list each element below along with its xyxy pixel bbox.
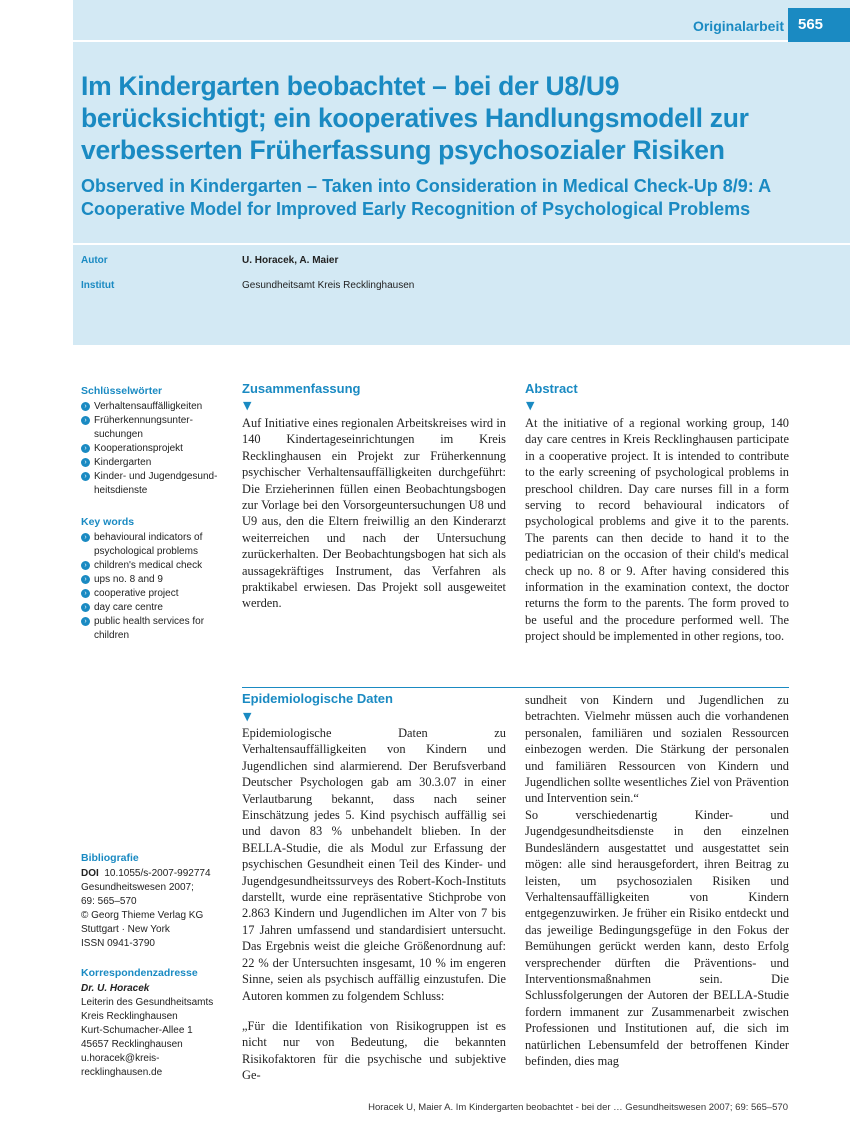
keywords-en-item: [81, 587, 231, 601]
keywords-en-item: [81, 531, 231, 559]
keywords-en-text: public health services for: [94, 616, 205, 627]
keywords-en-text: behavioural indicators of: [94, 532, 203, 543]
keywords-en-text: psychological problems: [94, 546, 198, 557]
arrow-down-icon: ▼: [243, 399, 252, 412]
keywords-en-list: [81, 531, 231, 643]
arrow-down-icon: ▼: [243, 710, 252, 723]
correspondence-line: Kurt-Schumacher-Allee 1: [81, 1025, 193, 1036]
bullet-icon: ›: [81, 603, 90, 612]
body-col1-text: Epidemiologische Daten zu Verhaltensauffälligkeiten von Kindern und Jugendlichen sind alarmierend. Der Berufsverband Deutscher Psychologen gab am 30.3.07 in einer Verlautbarung bekannt, dass nach seiner Einschätzung jedes 5. Kind psychisch auffällig sei und davon 83 % unbehandelt blieben. In der BELLA-Studie, die als Modul zur Erfassung der psychischen Gesundheit einen Teil des Kinder- und Jugendgesundheitssurveys des Robert-Koch-Instituts darstellt, wurde eine repräsentative Stichprobe von 2.863 Kindern und Jugendlichen im Alter von 7 bis 17 Jahren umfassend und standardisiert untersucht. Das Ergebnis weist die gleiche Größenordnung auf: 22 % der Untersuchten insgesamt, 10 % im engeren Sinne, seien als psychisch auffällig einzustufen. Die Autoren kommen zu folgendem Schluss:: [242, 726, 506, 1003]
title-german: Im Kindergarten beobachtet – bei der U8/U9 berücksichtigt; ein kooperatives Handlungsmodell zur verbesserten Früherfassung psychosozialer Risiken: [81, 71, 749, 165]
bullet-icon: ›: [81, 458, 90, 467]
journal-line: Gesundheitswesen 2007;: [81, 882, 194, 893]
correspondence-name: Dr. U. Horacek: [81, 983, 150, 994]
bullet-icon: ›: [81, 533, 90, 542]
abstract-en-text: At the initiative of a regional working group, 140 day care centres in Kreis Recklinghausen participate in a cooperative project. It is intended to contribute to the early screening of psychological problems in preschool children. Day care nurses fill in a form serving to record behavioural indicators of psychological problems and give it to the parents. The parents can then decide to hand it to the pediatrician on the occasion of their child's medical check up no. 8 or 9. After having considered this information in the examination context, the doctor returns the form to the parents. The form proved to be useful and the procedure performed well. The project should be implemented in other regions, too.: [525, 416, 789, 644]
keywords-en-block: [81, 515, 231, 643]
keywords-en-text: ups no. 8 and 9: [94, 574, 163, 585]
bullet-icon: ›: [81, 444, 90, 453]
keywords-de-list: [81, 400, 231, 498]
bullet-icon: ›: [81, 472, 90, 481]
page-footer: Horacek U, Maier A. Im Kindergarten beobachtet - bei der … Gesundheitswesen 2007; 69: 565–570: [368, 1102, 788, 1113]
keywords-de-text: Kindergarten: [94, 457, 152, 468]
body-col2-para2: So verschiedenartig Kinder- und Jugendgesundheitsdienste in den einzelnen Bundesländern ausgestattet und ausgestattet sein mögen: alle sind herausgefordert, ihren Beitrag zu leisten, um psychosozialen Risiken und Verhaltensauffälligkeiten von Kindern entgegenzuwirken. Je früher ein Risiko entdeckt und das jeweilige Bedingungsgefüge in den Fokus der Bemühungen gerückt werden kann, desto Erfolg versprechender dürften die Präventions- und Interventionsmaßnahmen sein. Die Schlussfolgerungen der Autoren der BELLA-Studie fordern immanent zur Zusammenarbeit zwischen Professionen und Institutionen auf, die sich im natürlichen Lebensumfeld der betroffenen Kinder befinden, dies mag: [525, 808, 789, 1069]
section-tag: Originalarbeit: [692, 18, 784, 34]
keywords-en-item: [81, 559, 231, 573]
correspondence-line: Kreis Recklinghausen: [81, 1011, 178, 1022]
doi-label: DOI: [81, 868, 99, 879]
keywords-de-text: suchungen: [94, 429, 143, 440]
keywords-en-text: day care centre: [94, 602, 163, 613]
keywords-de-text: heitsdienste: [94, 485, 148, 496]
abstract-de-text: Auf Initiative eines regionalen Arbeitskreises wird in 140 Kindertageseinrichtungen im Kreis Recklinghausen ein Projekt zur Früherkennung psychischer Verhaltensauffälligkeiten durchgeführt: Die Erzieherinnen füllen einen Beobachtungsbogen zur Vorlage bei den Vorsorgeuntersuchungen U8 und U9 aus, den die Eltern freiwillig an den Kinderarzt weiterreichen und nach der Untersuchung zurückerhalten. Der Beobachtungsbogen hat sich als aussagekräftiges Instrument, das Verfahren als praktikabel erwiesen. Das Projekt soll ausgeweitet werden.: [242, 416, 506, 611]
pages-line: 69: 565–570: [81, 896, 137, 907]
bullet-icon: ›: [81, 617, 90, 626]
keywords-de-heading: Schlüsselwörter: [81, 385, 163, 397]
institute-label: Institut: [81, 280, 115, 291]
publisher-line: © Georg Thieme Verlag KG: [81, 910, 204, 921]
bibliography-heading: Bibliografie: [81, 852, 139, 864]
doi-line: [81, 867, 231, 881]
keywords-en-heading: Key words: [81, 516, 135, 528]
keywords-en-text: cooperative project: [94, 588, 179, 599]
body-col2-para1: sundheit von Kindern und Jugendlichen zu betrachten. Vielmehr müssen auch die vorhandenen personalen, familiären und sozialen Ressourcen einbezogen werden. Die Stärkung der personalen und familiären Ressourcen von Kindern und Jugendlichen sollte wesentliches Ziel von Prävention und Intervention sein.“: [525, 693, 789, 806]
header-divider-bottom: [73, 243, 850, 245]
body-heading: Epidemiologische Daten: [242, 691, 393, 706]
keywords-de-item: [81, 400, 231, 414]
institute: Gesundheitsamt Kreis Recklinghausen: [242, 280, 415, 291]
keywords-en-item: [81, 615, 231, 643]
keywords-de-block: [81, 384, 231, 498]
bullet-icon: ›: [81, 589, 90, 598]
keywords-en-item: [81, 601, 231, 615]
correspondence-line[interactable]: recklinghausen.de: [81, 1067, 163, 1078]
keywords-en-item: [81, 573, 231, 587]
bullet-icon: ›: [81, 416, 90, 425]
keywords-en-text: children: [94, 630, 130, 641]
keywords-de-item: [81, 456, 231, 470]
keywords-de-text: Kooperationsprojekt: [94, 443, 183, 454]
correspondence-line: Leiterin des Gesundheitsamts: [81, 997, 214, 1008]
arrow-down-icon: ▼: [526, 399, 535, 412]
authors: U. Horacek, A. Maier: [242, 255, 339, 266]
page-number: 565: [788, 8, 850, 42]
correspondence-address: [81, 996, 231, 1080]
keywords-de-text: Kinder- und Jugendgesund-: [94, 471, 218, 482]
bullet-icon: ›: [81, 402, 90, 411]
abstract-en-heading: Abstract: [525, 381, 578, 396]
bullet-icon: ›: [81, 561, 90, 570]
abstract-de-heading: Zusammenfassung: [242, 381, 361, 396]
body-col1-quote: „Für die Identifikation von Risikogruppen ist es nicht nur von Bedeutung, die bekannten Risikofaktoren für die psychische und subjektive Ge-: [242, 1019, 506, 1083]
keywords-de-item: [81, 414, 231, 442]
bullet-icon: ›: [81, 575, 90, 584]
keywords-de-item: [81, 470, 231, 498]
bibliography-block: [81, 851, 231, 951]
correspondence-line[interactable]: u.horacek@kreis-: [81, 1053, 160, 1064]
correspondence-block: [81, 966, 231, 1080]
correspondence-heading: Korrespondenzadresse: [81, 967, 198, 979]
correspondence-line: 45657 Recklinghausen: [81, 1039, 183, 1050]
issn-line: ISSN 0941-3790: [81, 938, 155, 949]
header-band: [73, 0, 850, 345]
keywords-en-text: children's medical check: [94, 560, 203, 571]
author-label: Autor: [81, 255, 108, 266]
doi-value[interactable]: 10.1055/s-2007-992774: [104, 868, 211, 879]
header-divider-top: [73, 40, 850, 42]
city-line: Stuttgart · New York: [81, 924, 170, 935]
title-english: Observed in Kindergarten – Taken into Consideration in Medical Check-Up 8/9: A Cooperative Model for Improved Early Recognition of Psychological Problems: [81, 176, 771, 219]
keywords-de-item: [81, 442, 231, 456]
keywords-de-text: Früherkennungsunter-: [94, 415, 193, 426]
keywords-de-text: Verhaltensauffälligkeiten: [94, 401, 203, 412]
section-divider: [242, 687, 789, 688]
